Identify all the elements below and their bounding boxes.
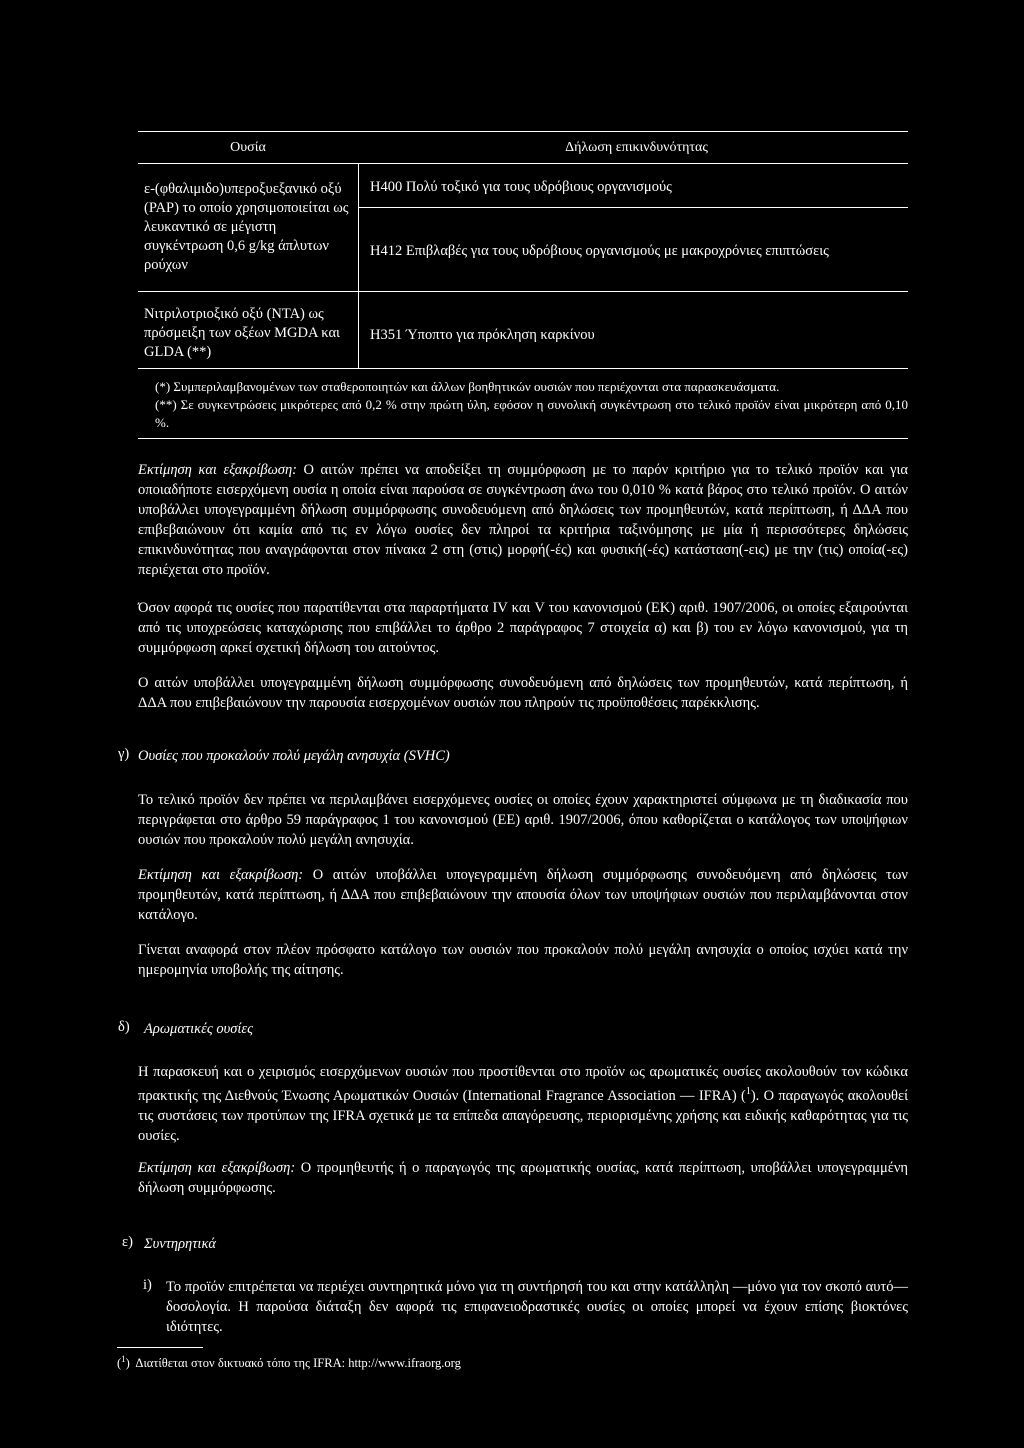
table-row-1-inner-rule <box>359 207 908 208</box>
section-e-title: Συντηρητικά <box>144 1236 217 1252</box>
section-g-assessment-text: Ο αιτών υποβάλλει υπογεγραμμένη δήλωση συμμόρφωσης συνοδευόμενη από δηλώσεις των προμηθευτών, κατά περίπτωση, ή ΔΔΑ που επιβεβαιώνουν την απουσία όλων των υποψήφιων ουσιών που περιλαμβάνονται στον κατάλογο. <box>138 867 908 923</box>
table-row-2-hazard-1: H351 Ύποπτο για πρόκληση καρκίνου <box>370 327 595 343</box>
section-g-assessment <box>138 865 908 925</box>
section-g-assessment-label: Εκτίμηση και εξακρίβωση: <box>138 867 304 883</box>
section-e-item-number: i) <box>143 1277 152 1293</box>
section-d-assessment-text: Ο προμηθευτής ή ο παραγωγός της αρωματικής ουσίας, κατά περίπτωση, υποβάλλει υπογεγραμμένη δήλωση συμμόρφωσης. <box>138 1160 908 1196</box>
assessment-label: Εκτίμηση και εξακρίβωση: <box>138 462 297 478</box>
section-g-paragraph-1: Το τελικό προϊόν δεν πρέπει να περιλαμβάνει εισερχόμενες ουσίες οι οποίες έχουν χαρακτηριστεί σύμφωνα με τη διαδικασία που περιγράφεται στο άρθρο 59 παράγραφος 1 του κανονισμού (ΕΕ) αριθ. 1907/2006, όπου καθορίζεται ο κατάλογος των υποψήφιων ουσιών που προκαλούν πολύ μεγάλη ανησυχία. <box>138 792 908 848</box>
table-note-2-text: Σε συγκεντρώσεις μικρότερες από 0,2 % στην πρώτη ύλη, εφόσον η συνολική συγκέντρωση στο τελικό προϊόν είναι μικρότερη από 0,10 %. <box>155 397 909 430</box>
section-d-title: Αρωματικές ουσίες <box>144 1021 254 1037</box>
section-d-number: δ) <box>118 1019 130 1035</box>
supplier-declaration-paragraph: Ο αιτών υποβάλλει υπογεγραμμένη δήλωση συμμόρφωσης συνοδευόμενη από δηλώσεις των προμηθευτών, κατά περίπτωση, ή ΔΔΑ που επιβεβαιώνουν την παρουσία εισερχομένων ουσιών που πληρούν τις προϋποθέσεις παρέκκλισης. <box>138 675 908 711</box>
table-note-1-mark: (*) <box>155 379 171 394</box>
section-e-number: ε) <box>122 1234 133 1250</box>
section-d-assessment <box>138 1158 908 1198</box>
footnote-mark: 1 <box>121 1354 126 1364</box>
section-d-assessment-label: Εκτίμηση και εξακρίβωση: <box>138 1160 296 1176</box>
table-row-2-substance: Νιτριλοτριοξικό οξύ (NTA) ως πρόσμειξη των οξέων MGDA και GLDA (**) <box>144 306 340 360</box>
table-row-rule <box>138 291 908 292</box>
table-row-1-hazard-2: H412 Επιβλαβές για τους υδρόβιους οργανισμούς με μακροχρόνιες επιπτώσεις <box>370 243 829 259</box>
table-header-substance: Ουσία <box>230 140 266 155</box>
table-header-hazard: Δήλωση επικινδυνότητας <box>565 140 708 155</box>
footnote-text: Διατίθεται στον δικτυακό τόπο της IFRA: http://www.ifraorg.org <box>135 1356 461 1371</box>
section-e-item-text: Το προϊόν επιτρέπεται να περιέχει συντηρητικά μόνο για τη συντήρησή του και στην κατάλληλη —μόνο για τον σκοπό αυτό— δοσολογία. Η παρούσα διάταξη δεν αφορά τις επιφανειοδραστικές ουσίες οι οποίες μπορεί να έχουν επίσης βιοκτόνες ιδιότητες. <box>166 1279 908 1335</box>
footnote-reference[interactable]: 1 <box>745 1086 751 1097</box>
section-d-text-a: Η παρασκευή και ο χειρισμός εισερχόμενων ουσιών που προστίθενται στο προϊόν ως αρωματικές ουσίες ακολουθούν τον κώδικα πρακτικής της Διεθνούς Ένωσης Αρωματικών Ουσιών (International Fragrance Association — IFRA) ( <box>138 1064 908 1104</box>
section-d-text-b: ). Ο παραγωγός ακολουθεί τις συστάσεις των προτύπων της IFRA σχετικά με τα επίπεδα απαγόρευσης, περιορισμένης χρήσης και ειδικής καθαρότητας για τις ουσίες. <box>138 1087 908 1144</box>
section-g-paragraph-3: Γίνεται αναφορά στον πλέον πρόσφατο κατάλογο των ουσιών που προκαλούν πολύ μεγάλη ανησυχία ο οποίος ισχύει κατά την ημερομηνία υποβολής της αίτησης. <box>138 942 908 978</box>
table-note-1-text: Συμπεριλαμβανομένων των σταθεροποιητών και άλλων βοηθητικών ουσιών που περιέχονται στα παρασκευάσματα. <box>173 379 780 394</box>
reach-annex-paragraph: Όσον αφορά τις ουσίες που παρατίθενται στα παραρτήματα IV και V του κανονισμού (ΕΚ) αριθ. 1907/2006, οι οποίες εξαιρούνται από τις υποχρεώσεις καταχώρισης που επιβάλλει το άρθρο 2 παράγραφος 7 στοιχεία α) και β) του εν λόγω κανονισμού, για τη συμμόρφωση αρκεί σχετική δήλωση του αιτούντος. <box>138 600 908 656</box>
table-header-rule <box>138 163 908 164</box>
table-bottom-rule <box>138 368 908 369</box>
table-row-1-hazard-1: H400 Πολύ τοξικό για τους υδρόβιους οργανισμούς <box>370 179 672 195</box>
table-row-1-substance: ε-(φθαλιμιδο)υπεροξυεξανικό οξύ (PAP) το οποίο χρησιμοποιείται ως λευκαντικό σε μέγιστη συγκέντρωση 0,6 g/kg άπλυτων ρούχων <box>144 181 349 273</box>
section-d-paragraph-1 <box>138 1062 908 1146</box>
section-g-title: Ουσίες που προκαλούν πολύ μεγάλη ανησυχία (SVHC) <box>138 748 450 764</box>
table-note-2 <box>155 396 908 432</box>
assessment-text: Ο αιτών πρέπει να αποδείξει τη συμμόρφωση με το παρόν κριτήριο για το τελικό προϊόν και για οποιαδήποτε εισερχόμενη ουσία η οποία είναι παρούσα σε συγκέντρωση άνω του 0,010 % κατά βάρος στο τελικό προϊόν. Ο αιτών υποβάλλει υπογεγραμμένη δήλωση συμμόρφωσης συνοδευόμενη από δηλώσεις των προμηθευτών, κατά περίπτωση, ή ΔΔΑ που επιβεβαιώνουν ότι καμία από τις εν λόγω ουσίες δεν πληροί τα κριτήρια ταξινόμησης με μία ή περισσότερες δηλώσεις επικινδυνότητας που αναγράφονται στον πίνακα 2 στη (στις) μορφή(-ές) και φυσική(-ές) κατάσταση(-εις) με την (τις) οποία(-ες) περιέχεται στο προϊόν. <box>138 462 908 578</box>
table-note-2-mark: (**) <box>155 397 177 412</box>
table-top-rule <box>138 131 908 132</box>
table-column-divider <box>358 163 359 368</box>
table-note-1 <box>155 378 908 396</box>
assessment-paragraph <box>138 460 908 580</box>
notes-bottom-rule <box>138 438 908 439</box>
footnote: ($^1$) Διατίθεται στον δικτυακό τόπο της IFRA: http://www.ifraorg.org <box>117 1354 461 1371</box>
footnote-separator <box>117 1347 203 1348</box>
section-g-number: γ) <box>118 746 130 762</box>
